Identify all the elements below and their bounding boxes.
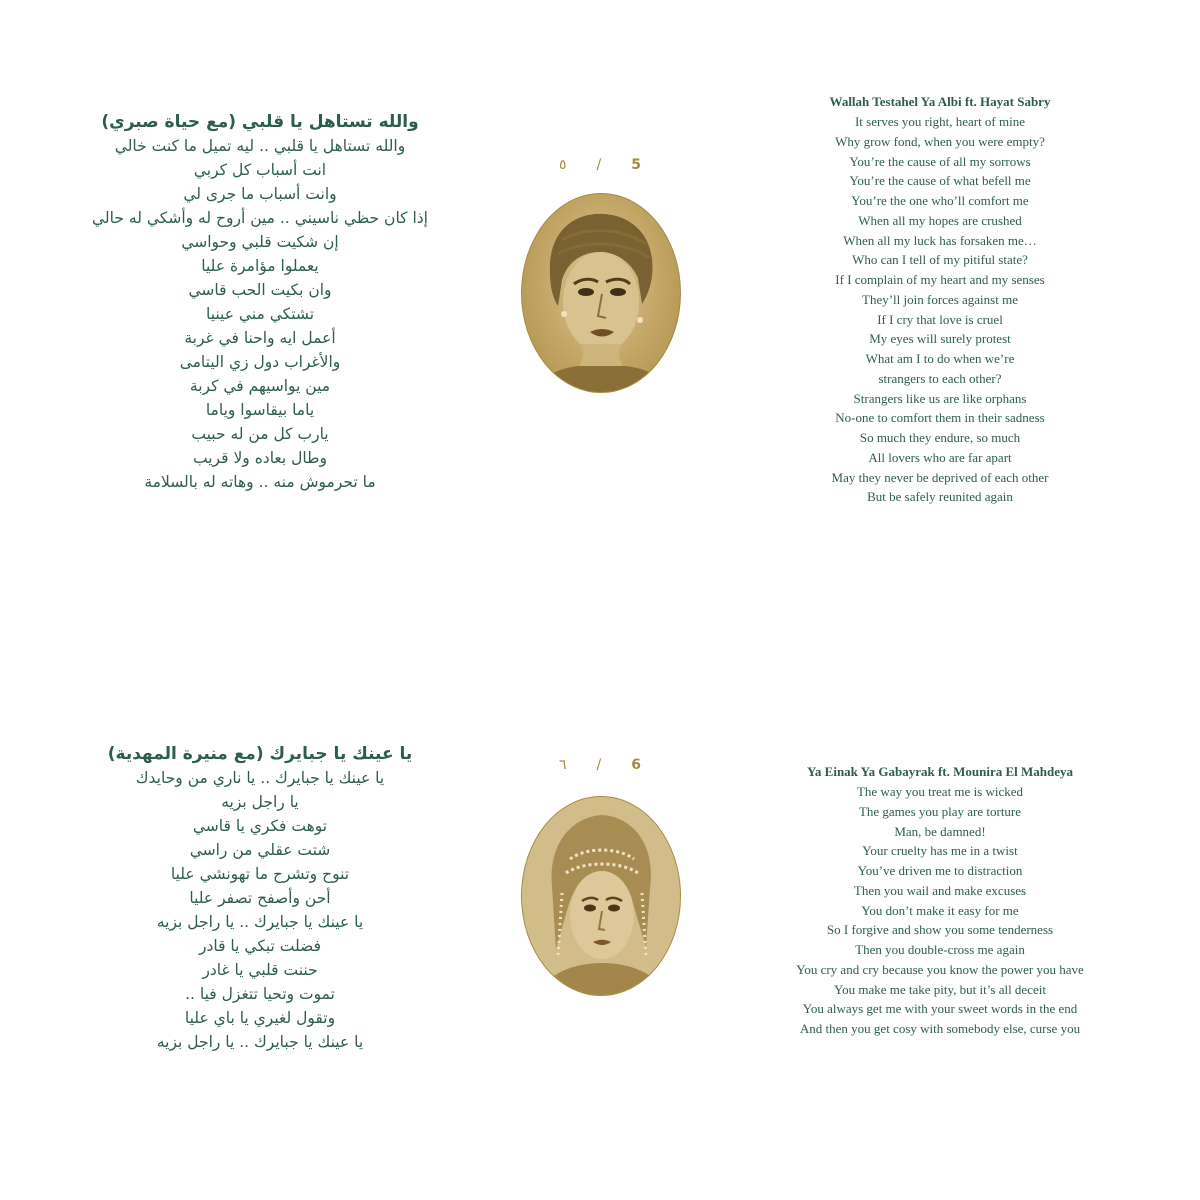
english-lyric-line: If I complain of my heart and my senses bbox=[835, 272, 1045, 287]
english-song-title: Ya Einak Ya Gabayrak ft. Mounira El Mahdeya bbox=[806, 764, 1074, 779]
english-lyric-line: strangers to each other? bbox=[878, 370, 1002, 386]
arabic-lyric-line: ما تحرموش منه .. وهاته له بالسلامة bbox=[144, 473, 376, 491]
english-lyric-line: Man, be damned! bbox=[894, 823, 986, 839]
arabic-lyric-line: وانت أسباب ما جرى لي bbox=[183, 185, 337, 203]
english-lyric-line: When all my luck has forsaken me… bbox=[843, 232, 1037, 248]
arabic-lyric-line: يعملوا مؤامرة عليا bbox=[201, 257, 319, 275]
arabic-lyric-line: فضلت تبكي يا قادر bbox=[198, 937, 321, 955]
english-lyric-line: You’re the cause of all my sorrows bbox=[849, 153, 1031, 169]
arabic-lyric-line: تنوح وتشرح ما تهونشي عليا bbox=[170, 865, 350, 883]
english-lyric-line: You’ve driven me to distraction bbox=[857, 863, 1023, 878]
arabic-lyric-line: وطال بعاده ولا قريب bbox=[193, 449, 327, 467]
english-lyric-line: It serves you right, heart of mine bbox=[854, 114, 1026, 129]
arabic-lyric-line: والأغراب دول زي اليتامى bbox=[179, 353, 341, 371]
english-lyric-line: You cry and cry because you know the power you have bbox=[796, 961, 1084, 977]
english-lyric-line: Why grow fond, when you were empty? bbox=[835, 133, 1045, 149]
english-lyric-line: The way you treat me is wicked bbox=[856, 784, 1024, 799]
english-lyric-line: You make me take pity, but it’s all deceit bbox=[834, 981, 1046, 997]
english-lyric-line: May they never be deprived of each other bbox=[831, 469, 1049, 485]
english-song-title: Wallah Testahel Ya Albi ft. Hayat Sabry bbox=[829, 94, 1051, 109]
page-number-separator: / bbox=[596, 157, 602, 173]
arabic-lyrics-lines bbox=[40, 134, 480, 494]
arabic-lyric-line: أحن وأصفح تصفر عليا bbox=[189, 889, 331, 907]
english-lyric-line: Then you double-cross me again bbox=[855, 942, 1025, 957]
english-lyric-line: My eyes will surely protest bbox=[869, 331, 1011, 347]
arabic-lyric-line: حننت قلبي يا غادر bbox=[202, 961, 318, 979]
english-lyric-line: When all my hopes are crushed bbox=[858, 212, 1022, 228]
english-lyric-line: What am I to do when we’re bbox=[865, 351, 1015, 366]
arabic-lyric-line: وتقول لغيري يا باي عليا bbox=[184, 1009, 336, 1027]
english-lyric-line: But be safely reunited again bbox=[867, 489, 1013, 505]
arabic-song-title: والله تستاهل يا قلبي (مع حياة صبري) bbox=[101, 112, 419, 132]
english-lyric-line: Who can I tell of my pitiful state? bbox=[852, 252, 1028, 268]
english-lyric-line: Your cruelty has me in a twist bbox=[862, 843, 1018, 859]
arabic-lyric-line: يا عينك يا جبايرك .. يا راجل بزيه bbox=[156, 1033, 364, 1051]
english-lyrics-lines bbox=[750, 782, 1130, 1039]
english-lyric-line: So I forgive and show you some tenderness bbox=[826, 922, 1054, 938]
page-number bbox=[520, 157, 680, 173]
arabic-lyric-line: أعمل ايه واحنا في غربة bbox=[184, 329, 336, 347]
arabic-lyrics-lines bbox=[40, 766, 480, 1054]
arabic-lyric-line: تشتكي مني عينيا bbox=[205, 305, 315, 323]
arabic-lyric-line: شتت عقلي من راسي bbox=[189, 841, 331, 859]
page-number-latin: 6 bbox=[631, 757, 641, 773]
english-lyric-line: You don’t make it easy for me bbox=[861, 902, 1019, 918]
arabic-lyric-line: يا عينك يا جبايرك .. يا ناري من وحايدك bbox=[135, 769, 385, 787]
english-lyric-line: All lovers who are far apart bbox=[868, 449, 1012, 465]
english-lyric-line: No-one to comfort them in their sadness bbox=[835, 410, 1045, 426]
page-number-arabic: ٦ bbox=[559, 757, 567, 773]
english-lyric-line: You’re the cause of what befell me bbox=[849, 173, 1031, 189]
english-lyric-line: Then you wail and make excuses bbox=[853, 882, 1027, 898]
page-number-latin: 5 bbox=[631, 157, 641, 173]
arabic-lyric-line: يا عينك يا جبايرك .. يا راجل بزيه bbox=[156, 913, 364, 931]
song-section-6 bbox=[0, 600, 1200, 1200]
arabic-lyrics-block bbox=[40, 110, 480, 494]
arabic-lyric-line: مين يواسيهم في كربة bbox=[189, 377, 331, 395]
arabic-lyric-line: تموت وتحيا تتغزل فيا .. bbox=[185, 985, 335, 1003]
arabic-lyric-line: والله تستاهل يا قلبي .. ليه تميل ما كنت خالي bbox=[114, 137, 406, 155]
arabic-lyric-line: توهت فكري يا قاسي bbox=[192, 817, 328, 835]
english-lyric-line: You’re the one who’ll comfort me bbox=[851, 193, 1029, 208]
english-lyric-line: So much they endure, so much bbox=[859, 430, 1021, 445]
arabic-lyric-line: انت أسباب كل كربي bbox=[193, 161, 327, 179]
english-lyric-line: They’ll join forces against me bbox=[862, 291, 1018, 307]
page-number bbox=[520, 757, 680, 773]
arabic-lyrics-block bbox=[40, 742, 480, 1054]
english-lyric-line: You always get me with your sweet words in the end bbox=[802, 1001, 1078, 1017]
page-number-separator: / bbox=[596, 757, 602, 773]
arabic-lyric-line: إذا كان حظي ناسيني .. مين أروح له وأشكي له حالي bbox=[92, 209, 428, 227]
english-lyric-line: Strangers like us are like orphans bbox=[853, 390, 1027, 406]
english-lyric-line: If I cry that love is cruel bbox=[877, 311, 1003, 327]
arabic-song-title: يا عينك يا جبايرك (مع منيرة المهدية) bbox=[107, 744, 413, 764]
woman-portrait-headdress-icon bbox=[521, 796, 681, 996]
english-lyric-line: The games you play are torture bbox=[858, 803, 1022, 819]
english-lyrics-block bbox=[750, 92, 1130, 507]
arabic-lyric-line: يارب كل من له حبيب bbox=[191, 425, 329, 443]
arabic-lyric-line: يا راجل بزيه bbox=[221, 793, 299, 811]
woman-portrait-headscarf-icon bbox=[521, 193, 681, 393]
english-lyrics-block bbox=[750, 762, 1130, 1039]
arabic-lyric-line: وان بكيت الحب قاسي bbox=[188, 281, 332, 299]
arabic-lyric-line: ياما بيقاسوا وياما bbox=[205, 401, 315, 419]
page-number-arabic: ٥ bbox=[559, 157, 567, 173]
english-lyrics-lines bbox=[750, 112, 1130, 507]
arabic-lyric-line: إن شكيت قلبي وحواسي bbox=[181, 233, 339, 251]
english-lyric-line: And then you get cosy with somebody else, curse you bbox=[799, 1021, 1081, 1036]
